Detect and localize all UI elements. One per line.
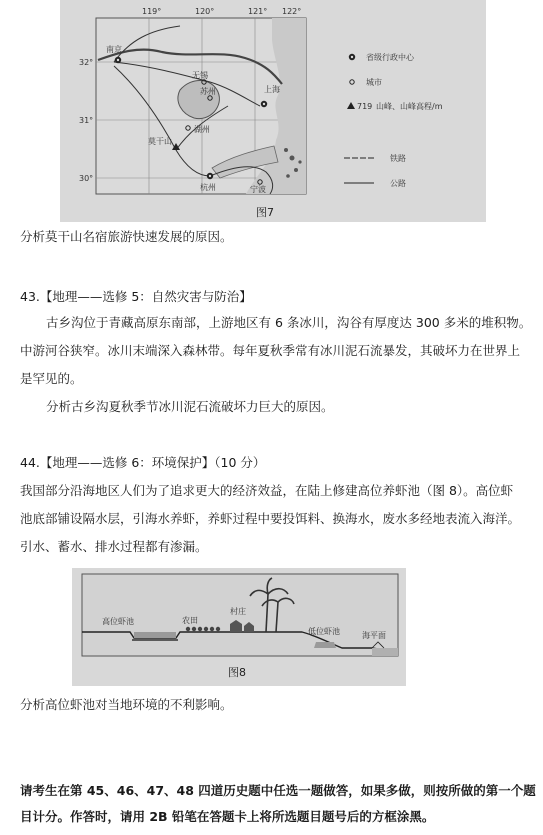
- legend-peak-value: 719: [357, 102, 373, 111]
- map-svg: [60, 0, 486, 222]
- q44-line-1: 我国部分沿海地区人们为了追求更大的经济效益，在陆上修建高位养虾池（图 8）。高位虾: [20, 483, 514, 498]
- label-farmland: 农田: [182, 616, 198, 625]
- lon-label-120: 120°: [195, 7, 215, 16]
- label-high-pond: 高位虾池: [102, 617, 134, 626]
- place-nanjing: 南京: [106, 45, 122, 54]
- lon-label-122: 122°: [282, 7, 302, 16]
- q44-line-2: 池底部铺设隔水层，引海水养虾，养虾过程中要投饵料、换海水，废水多经地表流入海洋。: [20, 511, 521, 526]
- q43-line-1: 古乡沟位于青藏高原东南部，上游地区有 6 条冰川，沟谷有厚度达 300 多米的堆积物。: [46, 315, 532, 330]
- map-legend: [344, 52, 443, 188]
- fig8-caption: 图8: [228, 666, 246, 679]
- place-mogan: 莫干山: [148, 137, 172, 146]
- place-wuxi: 无锡: [192, 71, 208, 80]
- high-pond-water: [134, 632, 176, 638]
- label-village: 村庄: [230, 607, 246, 616]
- place-ningbo: 宁波: [250, 185, 266, 194]
- fig7-caption: 图7: [256, 206, 274, 219]
- legend-peak: 山峰、山峰高程/m: [376, 102, 443, 111]
- lat-label-32: 32°: [79, 58, 94, 67]
- place-huzhou: 湖州: [194, 125, 210, 134]
- label-sea-level: 海平面: [362, 631, 386, 640]
- shrimp-svg: [72, 568, 406, 686]
- lat-label-31: 31°: [79, 116, 94, 125]
- q43-title: 43.【地理——选修 5：自然灾害与防治】: [20, 289, 252, 304]
- low-pond-water: [314, 642, 336, 648]
- q43-line-2: 中游河谷狭窄。冰川末端深入森林带。每年夏秋季常有冰川泥石流暴发，其破坏力在世界上: [20, 343, 521, 358]
- figure-7-map: [60, 0, 486, 222]
- q44-title: 44.【地理——选修 6：环境保护】（10 分）: [20, 455, 266, 470]
- lon-label-121: 121°: [248, 7, 268, 16]
- lon-label-119: 119°: [142, 7, 162, 16]
- history-note-line-2: 目计分。作答时，请用 2B 铅笔在答题卡上将所选题目题号后的方框涂黑。: [20, 809, 435, 824]
- lat-label-30: 30°: [79, 174, 94, 183]
- place-hangzhou: 杭州: [200, 183, 216, 192]
- place-suzhou: 苏州: [200, 87, 216, 96]
- legend-road: 公路: [390, 179, 406, 188]
- legend-capital: 省级行政中心: [366, 53, 414, 62]
- figure-8-shrimp-ponds: [72, 568, 406, 686]
- legend-city: 城市: [366, 78, 382, 87]
- label-low-pond: 低位虾池: [308, 627, 340, 636]
- legend-rail: 铁路: [390, 154, 406, 163]
- history-note-line-1: 请考生在第 45、46、47、48 四道历史题中任选一题做答，如果多做，则按所做的第一个题: [20, 783, 536, 798]
- q44-line-3: 引水、蓄水、排水过程都有渗漏。: [20, 539, 208, 554]
- q44-question: 分析高位虾池对当地环境的不利影响。: [20, 697, 233, 712]
- place-shanghai: 上海: [264, 85, 280, 94]
- sea-water: [372, 648, 398, 656]
- q43-question: 分析古乡沟夏秋季节冰川泥石流破坏力巨大的原因。: [46, 399, 334, 414]
- q42-question: 分析莫干山名宿旅游快速发展的原因。: [20, 229, 233, 244]
- q43-line-3: 是罕见的。: [20, 371, 83, 386]
